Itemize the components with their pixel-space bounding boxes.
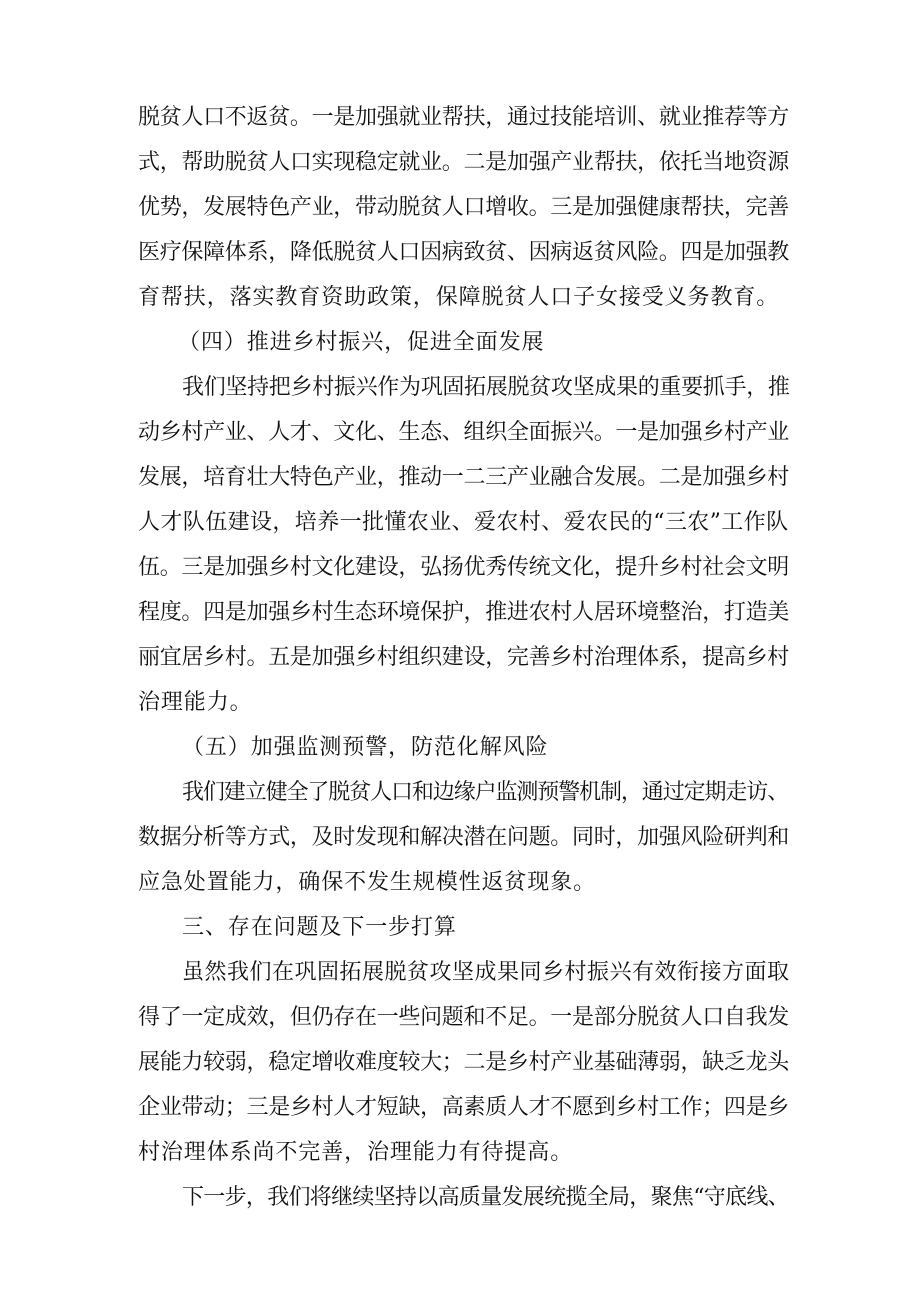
paragraph-line: 式，帮助脱贫人口实现稳定就业。二是加强产业帮扶，依托当地资源 <box>138 150 790 175</box>
paragraph-line: 我们建立健全了脱贫人口和边缘户监测预警机制，通过定期走访、 <box>182 780 789 805</box>
paragraph-line: 下一步，我们将继续坚持以高质量发展统揽全局，聚焦“守底线、 <box>182 1185 789 1210</box>
paragraph-line: 脱贫人口不返贫。一是加强就业帮扶，通过技能培训、就业推荐等方 <box>138 105 790 130</box>
section-heading: 三、存在问题及下一步打算 <box>182 915 457 940</box>
paragraph-line: 应急处置能力，确保不发生规模性返贫现象。 <box>138 870 597 895</box>
paragraph-line: 我们坚持把乡村振兴作为巩固拓展脱贫攻坚成果的重要抓手，推 <box>182 375 790 400</box>
paragraph-line: 人才队伍建设，培养一批懂农业、爱农村、爱农民的“三农”工作队 <box>138 510 789 535</box>
paragraph-line: 育帮扶，落实教育资助政策，保障脱贫人口子女接受义务教育。 <box>138 285 780 310</box>
paragraph-line: 伍。三是加强乡村文化建设，弘扬优秀传统文化，提升乡村社会文明 <box>138 555 790 580</box>
paragraph-line: 丽宜居乡村。五是加强乡村组织建设，完善乡村治理体系，提高乡村 <box>138 645 790 670</box>
paragraph-line: 程度。四是加强乡村生态环境保护，推进农村人居环境整治，打造美 <box>138 600 790 625</box>
section-heading: （五）加强监测预警，防范化解风险 <box>182 735 549 760</box>
paragraph-line: 发展，培育壮大特色产业，推动一二三产业融合发展。二是加强乡村 <box>138 465 790 490</box>
paragraph-line: 村治理体系尚不完善，治理能力有待提高。 <box>138 1140 574 1165</box>
paragraph-line: 虽然我们在巩固拓展脱贫攻坚成果同乡村振兴有效衔接方面取 <box>182 960 790 985</box>
paragraph-line: 得了一定成效，但仍存在一些问题和不足。一是部分脱贫人口自我发 <box>138 1005 790 1030</box>
section-heading: （四）推进乡村振兴，促进全面发展 <box>178 330 545 355</box>
paragraph-line: 医疗保障体系，降低脱贫人口因病致贫、因病返贫风险。四是加强教 <box>138 240 790 265</box>
paragraph-line: 展能力较弱，稳定增收难度较大；二是乡村产业基础薄弱，缺乏龙头 <box>138 1050 790 1075</box>
paragraph-line: 企业带动；三是乡村人才短缺，高素质人才不愿到乡村工作；四是乡 <box>138 1095 790 1120</box>
paragraph-line: 动乡村产业、人才、文化、生态、组织全面振兴。一是加强乡村产业 <box>138 420 790 445</box>
paragraph-line: 数据分析等方式，及时发现和解决潜在问题。同时，加强风险研判和 <box>138 825 790 850</box>
paragraph-line: 治理能力。 <box>138 690 253 715</box>
paragraph-line: 优势，发展特色产业，带动脱贫人口增收。三是加强健康帮扶，完善 <box>138 195 790 220</box>
